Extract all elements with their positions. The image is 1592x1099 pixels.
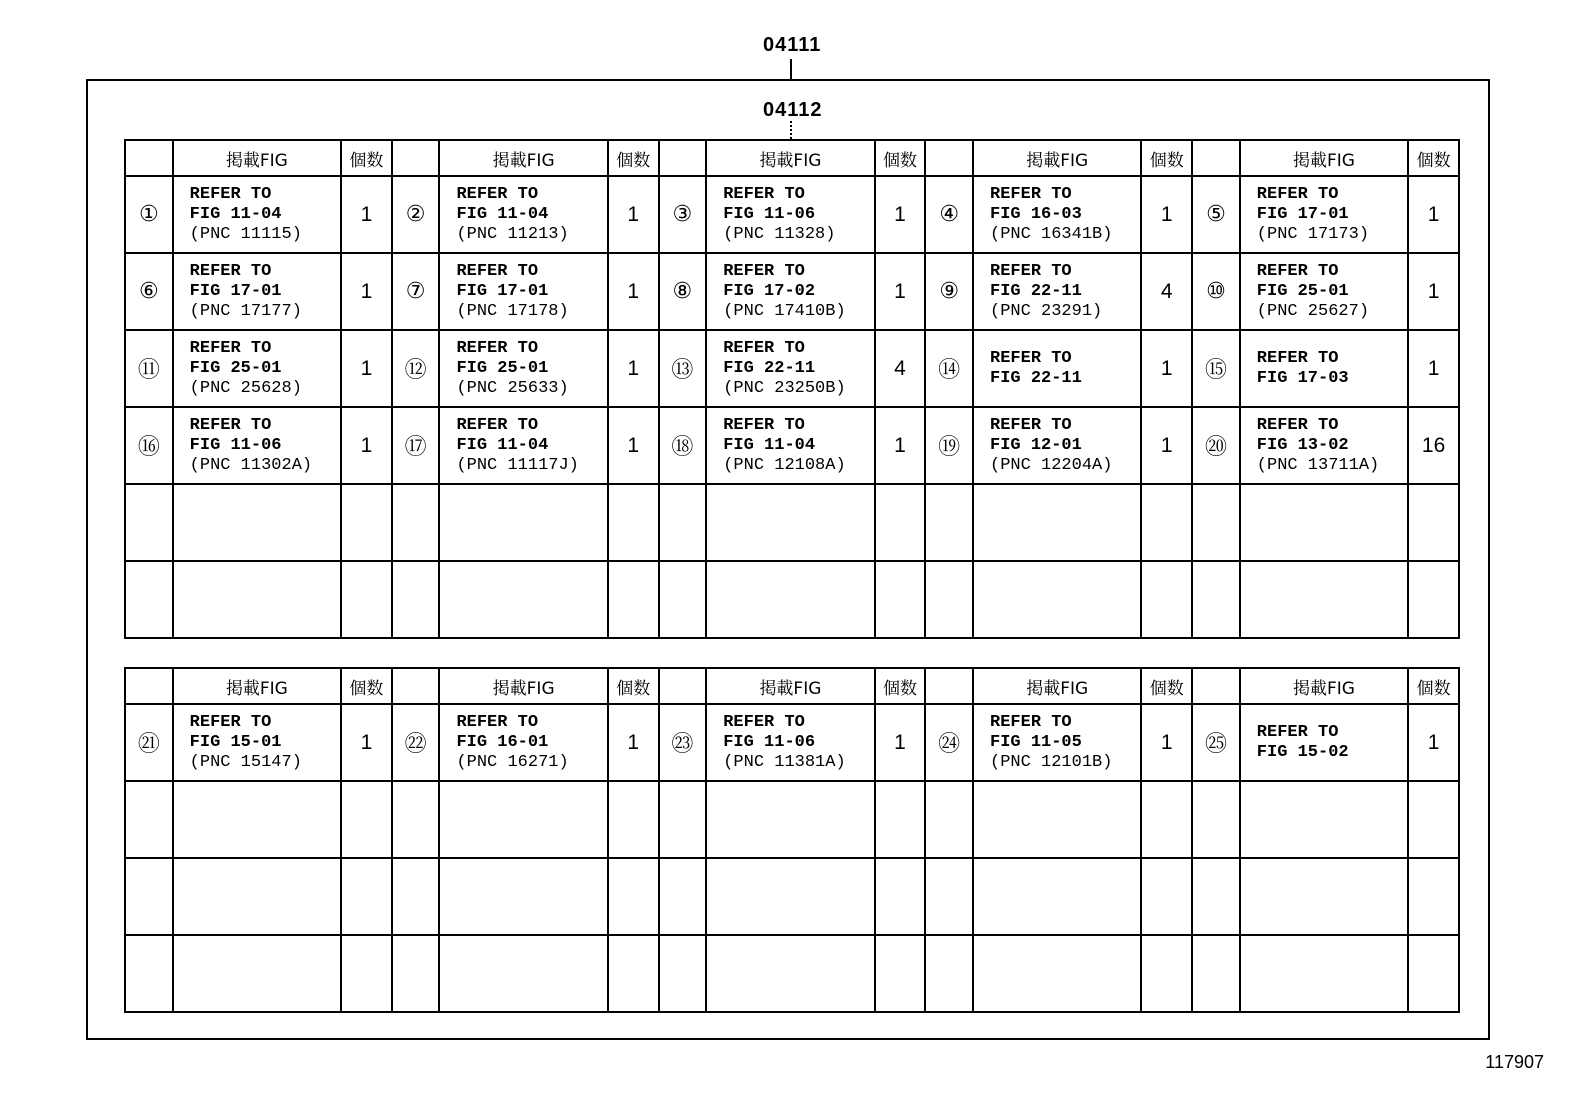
empty-cell [1141, 858, 1192, 935]
empty-cell [973, 484, 1141, 561]
fig-reference-cell [1240, 330, 1408, 407]
empty-cell [1192, 858, 1240, 935]
header-fig-cell: 掲載FIG [173, 140, 341, 176]
refer-to-text: REFER TO [456, 415, 539, 435]
pnc-text: (PNC 16271) [456, 752, 569, 772]
header-num-cell [659, 140, 707, 176]
empty-cell [706, 484, 874, 561]
empty-cell [1192, 781, 1240, 858]
refer-to-text: REFER TO [723, 415, 805, 435]
pnc-text: (PNC 25633) [456, 378, 569, 398]
empty-cell [875, 781, 926, 858]
header-num-cell [392, 668, 440, 704]
empty-cell [439, 561, 607, 638]
empty-cell [392, 858, 440, 935]
refer-to-text: REFER TO [189, 338, 272, 358]
quantity-cell: 1 [608, 330, 659, 407]
refer-to-text: REFER TO [990, 712, 1072, 732]
fig-number-text: FIG 25-01 [1256, 281, 1349, 301]
fig-reference-cell [973, 330, 1141, 407]
callout-number: ⑥ [125, 253, 173, 330]
table-row [125, 330, 1459, 407]
quantity-cell: 1 [341, 176, 392, 253]
fig-number-text: FIG 11-06 [723, 732, 816, 752]
callout-number: ㉑ [125, 704, 173, 781]
empty-cell [439, 781, 607, 858]
fig-number-text: FIG 22-11 [723, 358, 816, 378]
refer-to-text: REFER TO [990, 415, 1072, 435]
empty-cell [1141, 781, 1192, 858]
header-qty-cell: 個数 [875, 140, 926, 176]
fig-number-text: FIG 22-11 [990, 281, 1082, 301]
pnc-text: (PNC 25628) [189, 378, 302, 398]
empty-cell [659, 781, 707, 858]
fig-number-text: FIG 11-04 [189, 204, 282, 224]
pnc-text: (PNC 17178) [456, 301, 569, 321]
empty-cell [1240, 858, 1408, 935]
fig-reference-cell [439, 704, 607, 781]
header-fig-cell: 掲載FIG [439, 140, 607, 176]
fig-number-text: FIG 11-04 [456, 204, 549, 224]
empty-cell [659, 858, 707, 935]
callout-number: ① [125, 176, 173, 253]
refer-to-text: REFER TO [990, 184, 1072, 204]
fig-number-text: FIG 11-04 [456, 435, 549, 455]
header-num-cell [125, 140, 173, 176]
empty-cell [1141, 561, 1192, 638]
empty-row [125, 561, 1459, 638]
header-fig-cell: 掲載FIG [1240, 668, 1408, 704]
refer-to-text: REFER TO [723, 338, 805, 358]
fig-number-text: FIG 11-05 [990, 732, 1082, 752]
empty-cell [125, 858, 173, 935]
pnc-text: (PNC 13711A) [1256, 455, 1380, 475]
header-fig-cell: 掲載FIG [973, 140, 1141, 176]
header-num-cell [925, 668, 973, 704]
fig-reference-cell [439, 176, 607, 253]
fig-reference-cell [973, 704, 1141, 781]
callout-number: ⑯ [125, 407, 173, 484]
empty-cell [706, 858, 874, 935]
callout-number: ㉓ [659, 704, 707, 781]
header-row [125, 668, 1459, 704]
pnc-text: (PNC 17410B) [723, 301, 846, 321]
refer-to-text: REFER TO [723, 184, 805, 204]
refer-to-text: REFER TO [1256, 184, 1339, 204]
table-header [125, 668, 1459, 704]
fig-reference-cell [1240, 176, 1408, 253]
pnc-text: (PNC 12101B) [990, 752, 1113, 772]
fig-number-text: FIG 11-04 [723, 435, 816, 455]
header-num-cell [125, 668, 173, 704]
empty-cell [125, 561, 173, 638]
empty-cell [439, 484, 607, 561]
empty-cell [173, 484, 341, 561]
empty-cell [341, 561, 392, 638]
fig-number-text: FIG 15-01 [189, 732, 282, 752]
pnc-text: (PNC 17177) [189, 301, 302, 321]
empty-cell [392, 935, 440, 1012]
quantity-cell: 1 [608, 407, 659, 484]
refer-to-text: REFER TO [456, 261, 539, 281]
fig-reference-cell [706, 704, 874, 781]
pnc-text: (PNC 11115) [189, 224, 302, 244]
empty-cell [659, 484, 707, 561]
header-qty-cell: 個数 [608, 668, 659, 704]
inner-assembly-label: 04112 [763, 99, 823, 121]
callout-number: ③ [659, 176, 707, 253]
refer-to-text: REFER TO [456, 712, 539, 732]
outer-leader-line [790, 59, 792, 79]
empty-row [125, 935, 1459, 1012]
fig-reference-cell [706, 330, 874, 407]
header-row [125, 140, 1459, 176]
empty-cell [1192, 935, 1240, 1012]
empty-cell [608, 781, 659, 858]
quantity-cell: 1 [341, 407, 392, 484]
empty-cell [925, 858, 973, 935]
table-row [125, 704, 1459, 781]
empty-row [125, 484, 1459, 561]
header-fig-cell: 掲載FIG [973, 668, 1141, 704]
empty-cell [125, 781, 173, 858]
empty-cell [973, 858, 1141, 935]
quantity-cell: 1 [1408, 176, 1459, 253]
pnc-text: (PNC 23250B) [723, 378, 846, 398]
fig-number-text: FIG 15-02 [1256, 742, 1349, 762]
callout-number: ④ [925, 176, 973, 253]
pnc-text: (PNC 11328) [723, 224, 836, 244]
pnc-text: (PNC 12204A) [990, 455, 1113, 475]
callout-number: ⑫ [392, 330, 440, 407]
empty-cell [173, 858, 341, 935]
fig-number-text: FIG 11-06 [189, 435, 282, 455]
refer-to-text: REFER TO [723, 712, 805, 732]
callout-number: ⑩ [1192, 253, 1240, 330]
empty-cell [1408, 561, 1459, 638]
table-row [125, 176, 1459, 253]
empty-cell [173, 781, 341, 858]
pnc-text: (PNC 16341B) [990, 224, 1113, 244]
header-qty-cell: 個数 [1141, 668, 1192, 704]
empty-cell [439, 935, 607, 1012]
header-num-cell [659, 668, 707, 704]
empty-cell [973, 781, 1141, 858]
empty-row [125, 858, 1459, 935]
pnc-text: (PNC 12108A) [723, 455, 846, 475]
header-num-cell [1192, 140, 1240, 176]
refer-to-text: REFER TO [456, 184, 539, 204]
fig-number-text: FIG 25-01 [189, 358, 282, 378]
fig-reference-cell [173, 704, 341, 781]
callout-number: ⑭ [925, 330, 973, 407]
header-fig-cell: 掲載FIG [706, 668, 874, 704]
empty-cell [439, 858, 607, 935]
table-header [125, 140, 1459, 176]
header-qty-cell: 個数 [608, 140, 659, 176]
empty-cell [659, 561, 707, 638]
refer-to-text: REFER TO [189, 415, 272, 435]
empty-cell [608, 858, 659, 935]
fig-reference-cell [706, 253, 874, 330]
empty-cell [1141, 935, 1192, 1012]
empty-cell [341, 858, 392, 935]
empty-cell [706, 935, 874, 1012]
table-body [125, 704, 1459, 1012]
fig-reference-cell [973, 407, 1141, 484]
empty-cell [1240, 781, 1408, 858]
header-qty-cell: 個数 [341, 140, 392, 176]
fig-number-text: FIG 22-11 [990, 368, 1082, 388]
callout-number: ⑪ [125, 330, 173, 407]
refer-to-text: REFER TO [990, 261, 1072, 281]
quantity-cell: 1 [1141, 330, 1192, 407]
empty-cell [392, 484, 440, 561]
quantity-cell: 1 [875, 253, 926, 330]
quantity-cell: 1 [875, 176, 926, 253]
header-num-cell [1192, 668, 1240, 704]
refer-to-text: REFER TO [189, 184, 272, 204]
fig-reference-cell [706, 407, 874, 484]
empty-cell [1408, 935, 1459, 1012]
quantity-cell: 1 [341, 704, 392, 781]
quantity-cell: 1 [608, 176, 659, 253]
fig-number-text: FIG 17-01 [456, 281, 549, 301]
reference-table-2 [124, 667, 1460, 1013]
fig-reference-cell [706, 176, 874, 253]
header-fig-cell: 掲載FIG [173, 668, 341, 704]
empty-cell [659, 935, 707, 1012]
quantity-cell: 1 [608, 253, 659, 330]
quantity-cell: 1 [1408, 704, 1459, 781]
callout-number: ㉕ [1192, 704, 1240, 781]
empty-cell [1408, 858, 1459, 935]
fig-number-text: FIG 17-01 [1256, 204, 1349, 224]
callout-number: ⑧ [659, 253, 707, 330]
empty-cell [875, 484, 926, 561]
fig-reference-cell [1240, 253, 1408, 330]
empty-cell [1192, 561, 1240, 638]
empty-row [125, 781, 1459, 858]
fig-reference-cell [1240, 704, 1408, 781]
callout-number: ⑳ [1192, 407, 1240, 484]
fig-reference-cell [439, 407, 607, 484]
header-qty-cell: 個数 [1141, 140, 1192, 176]
refer-to-text: REFER TO [723, 261, 805, 281]
fig-number-text: FIG 17-02 [723, 281, 816, 301]
callout-number: ② [392, 176, 440, 253]
refer-to-text: REFER TO [1256, 722, 1339, 742]
quantity-cell: 1 [875, 407, 926, 484]
callout-number: ⑨ [925, 253, 973, 330]
fig-number-text: FIG 17-03 [1256, 368, 1349, 388]
outer-assembly-label: 04111 [763, 34, 822, 56]
pnc-text: (PNC 11117J) [456, 455, 579, 475]
quantity-cell: 1 [1141, 704, 1192, 781]
empty-cell [925, 781, 973, 858]
fig-reference-cell [439, 253, 607, 330]
fig-reference-cell [1240, 407, 1408, 484]
header-qty-cell: 個数 [1408, 668, 1459, 704]
header-qty-cell: 個数 [341, 668, 392, 704]
empty-cell [1240, 484, 1408, 561]
callout-number: ⑤ [1192, 176, 1240, 253]
table-row [125, 253, 1459, 330]
pnc-text: (PNC 25627) [1256, 301, 1370, 321]
empty-cell [875, 858, 926, 935]
empty-cell [608, 484, 659, 561]
table-row [125, 407, 1459, 484]
quantity-cell: 16 [1408, 407, 1459, 484]
callout-number: ㉔ [925, 704, 973, 781]
header-fig-cell: 掲載FIG [706, 140, 874, 176]
empty-cell [392, 781, 440, 858]
empty-cell [706, 781, 874, 858]
empty-cell [608, 561, 659, 638]
fig-number-text: FIG 16-01 [456, 732, 549, 752]
empty-cell [1240, 935, 1408, 1012]
fig-reference-cell [173, 407, 341, 484]
header-num-cell [925, 140, 973, 176]
pnc-text: (PNC 23291) [990, 301, 1103, 321]
empty-cell [1141, 484, 1192, 561]
empty-cell [973, 935, 1141, 1012]
empty-cell [925, 935, 973, 1012]
fig-number-text: FIG 17-01 [189, 281, 282, 301]
inner-leader-line [790, 121, 792, 139]
fig-reference-cell [439, 330, 607, 407]
empty-cell [1408, 484, 1459, 561]
quantity-cell: 1 [1408, 330, 1459, 407]
drawing-number: 117907 [1485, 1052, 1544, 1072]
fig-reference-cell [173, 330, 341, 407]
refer-to-text: REFER TO [189, 261, 272, 281]
empty-cell [173, 935, 341, 1012]
refer-to-text: REFER TO [456, 338, 539, 358]
header-num-cell [392, 140, 440, 176]
empty-cell [706, 561, 874, 638]
pnc-text: (PNC 11302A) [189, 455, 313, 475]
fig-number-text: FIG 16-03 [990, 204, 1082, 224]
table-body [125, 176, 1459, 638]
empty-cell [608, 935, 659, 1012]
empty-cell [392, 561, 440, 638]
callout-number: ㉒ [392, 704, 440, 781]
refer-to-text: REFER TO [189, 712, 272, 732]
quantity-cell: 1 [1408, 253, 1459, 330]
header-fig-cell: 掲載FIG [439, 668, 607, 704]
pnc-text: (PNC 11381A) [723, 752, 846, 772]
pnc-text: (PNC 17173) [1256, 224, 1370, 244]
fig-number-text: FIG 11-06 [723, 204, 816, 224]
reference-table-1 [124, 139, 1460, 639]
header-qty-cell: 個数 [1408, 140, 1459, 176]
empty-cell [875, 935, 926, 1012]
refer-to-text: REFER TO [1256, 261, 1339, 281]
header-qty-cell: 個数 [875, 668, 926, 704]
empty-cell [341, 935, 392, 1012]
empty-cell [341, 484, 392, 561]
pnc-text: (PNC 11213) [456, 224, 569, 244]
empty-cell [1240, 561, 1408, 638]
callout-number: ⑮ [1192, 330, 1240, 407]
empty-cell [173, 561, 341, 638]
fig-number-text: FIG 25-01 [456, 358, 549, 378]
callout-number: ⑬ [659, 330, 707, 407]
empty-cell [875, 561, 926, 638]
fig-number-text: FIG 12-01 [990, 435, 1082, 455]
empty-cell [925, 561, 973, 638]
callout-number: ⑱ [659, 407, 707, 484]
refer-to-text: REFER TO [1256, 348, 1339, 368]
refer-to-text: REFER TO [1256, 415, 1339, 435]
callout-number: ⑰ [392, 407, 440, 484]
callout-number: ⑦ [392, 253, 440, 330]
empty-cell [341, 781, 392, 858]
fig-reference-cell [173, 176, 341, 253]
quantity-cell: 1 [341, 253, 392, 330]
empty-cell [1408, 781, 1459, 858]
empty-cell [1192, 484, 1240, 561]
quantity-cell: 4 [1141, 253, 1192, 330]
quantity-cell: 1 [608, 704, 659, 781]
quantity-cell: 4 [875, 330, 926, 407]
empty-cell [125, 935, 173, 1012]
quantity-cell: 1 [875, 704, 926, 781]
refer-to-text: REFER TO [990, 348, 1072, 368]
empty-cell [925, 484, 973, 561]
fig-reference-cell [973, 253, 1141, 330]
fig-reference-cell [173, 253, 341, 330]
quantity-cell: 1 [1141, 176, 1192, 253]
callout-number: ⑲ [925, 407, 973, 484]
empty-cell [973, 561, 1141, 638]
quantity-cell: 1 [1141, 407, 1192, 484]
header-fig-cell: 掲載FIG [1240, 140, 1408, 176]
empty-cell [125, 484, 173, 561]
quantity-cell: 1 [341, 330, 392, 407]
fig-reference-cell [973, 176, 1141, 253]
fig-number-text: FIG 13-02 [1256, 435, 1349, 455]
pnc-text: (PNC 15147) [189, 752, 302, 772]
